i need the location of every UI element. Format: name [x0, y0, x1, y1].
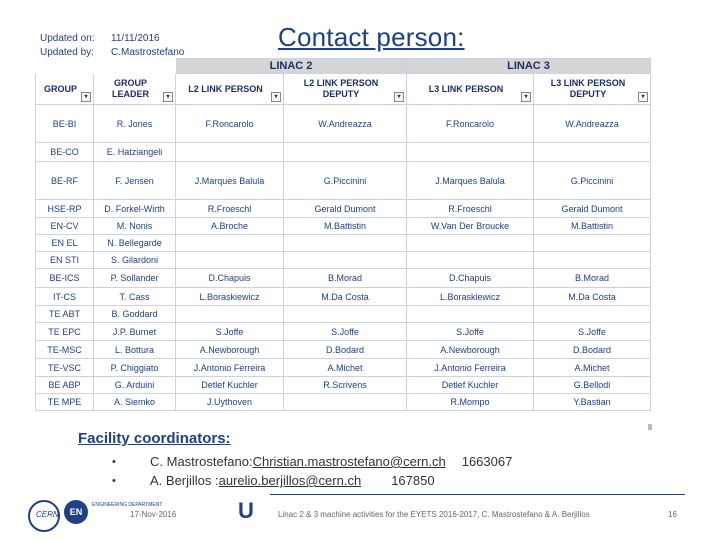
table-cell: M.Battistin: [534, 218, 651, 235]
table-cell: R.Froeschl: [176, 200, 284, 218]
table-cell: N. Bellegarde: [94, 235, 176, 252]
table-cell: [284, 394, 407, 411]
table-cell: [407, 252, 534, 269]
email-link[interactable]: aurelio.berjillos@cern.ch: [218, 473, 362, 488]
group-cell: TE MPE: [36, 394, 94, 411]
table-row: [36, 252, 651, 269]
table-cell: D.Chapuis: [407, 269, 534, 288]
table-row: [36, 341, 651, 359]
filter-dropdown-icon[interactable]: ▾: [271, 92, 281, 102]
table-cell: M. Nonis: [94, 218, 176, 235]
group-cell: EN-CV: [36, 218, 94, 235]
table-cell: [534, 252, 651, 269]
table-cell: Gerald Dumont: [284, 200, 407, 218]
table-cell: A.Broche: [176, 218, 284, 235]
table-cell: E. Hatziangeli: [94, 143, 176, 162]
university-logo-icon: U: [238, 498, 254, 523]
table-cell: A.Newborough: [176, 341, 284, 359]
table-cell: R.Froeschl: [407, 200, 534, 218]
page-number: 16: [668, 510, 677, 519]
table-cell: J.Uythoven: [176, 394, 284, 411]
group-header-linac3: LINAC 3: [407, 59, 651, 74]
table-cell: S.Joffe: [407, 323, 534, 341]
table-row: [36, 235, 651, 252]
group-cell: TE-MSC: [36, 341, 94, 359]
column-header: [407, 74, 534, 105]
table-cell: J.Marques Balula: [407, 162, 534, 200]
table-cell: [284, 143, 407, 162]
table-cell: [407, 235, 534, 252]
table-cell: Gerald Dumont: [534, 200, 651, 218]
table-cell: B.Morad: [284, 269, 407, 288]
column-header-label: GROUP LEADER: [111, 78, 149, 99]
table-row: [36, 105, 651, 143]
footer-caption: Linac 2 & 3 machine activities for the EYETS 2016-2017, C. Mastrostefano & A. Berjillos: [278, 510, 590, 519]
table-cell: [284, 252, 407, 269]
group-cell: HSE-RP: [36, 200, 94, 218]
table-cell: A.Michet: [534, 359, 651, 377]
table-cell: A.Newborough: [407, 341, 534, 359]
table-cell: R.Scrivens: [284, 377, 407, 394]
table-cell: D.Chapuis: [176, 269, 284, 288]
table-cell: T. Cass: [94, 288, 176, 306]
table-cell: M.Battistin: [284, 218, 407, 235]
table-row: [36, 162, 651, 200]
table-cell: A.Michet: [284, 359, 407, 377]
filter-dropdown-icon[interactable]: ▾: [394, 92, 404, 102]
table-cell: D.Bodard: [284, 341, 407, 359]
updated-by-value: C.Mastrostefano: [111, 47, 185, 58]
table-row: [36, 288, 651, 306]
column-header-label: L2 LINK PERSON DEPUTY: [303, 78, 379, 99]
group-cell: TE-VSC: [36, 359, 94, 377]
table-cell: P. Chiggiato: [94, 359, 176, 377]
page-title: Contact person:: [278, 22, 465, 52]
coordinator-name: A. Berjillos :: [150, 473, 219, 488]
table-row: [36, 359, 651, 377]
table-cell: [176, 143, 284, 162]
table-cell: B. Goddard: [94, 306, 176, 323]
footer-divider: [270, 494, 685, 495]
group-cell: TE EPC: [36, 323, 94, 341]
table-cell: G.Piccinini: [284, 162, 407, 200]
table-cell: P. Sollander: [94, 269, 176, 288]
table-cell: B.Morad: [534, 269, 651, 288]
group-cell: BE ABP: [36, 377, 94, 394]
table-cell: Detlef Kuchler: [176, 377, 284, 394]
table-cell: [284, 235, 407, 252]
table-row: [36, 143, 651, 162]
table-cell: R. Jones: [94, 105, 176, 143]
list-item: [112, 471, 512, 490]
table-cell: L. Bottura: [94, 341, 176, 359]
table-cell: F. Jensen: [94, 162, 176, 200]
table-cell: R.Mompo: [407, 394, 534, 411]
table-cell: [284, 306, 407, 323]
table-cell: [176, 235, 284, 252]
column-header: [94, 74, 176, 105]
table-cell: [534, 306, 651, 323]
table-row: [36, 218, 651, 235]
table-cell: S.Joffe: [534, 323, 651, 341]
contact-table: [35, 58, 651, 411]
group-header-linac2: LINAC 2: [176, 59, 407, 74]
table-cell: J.Antonio Ferreira: [176, 359, 284, 377]
updated-by-label: Updated by:: [40, 47, 94, 58]
table-cell: D.Bodard: [534, 341, 651, 359]
column-header: [534, 74, 651, 105]
group-cell: EN EL: [36, 235, 94, 252]
cern-logo: CERN: [28, 500, 60, 532]
table-cell: Y.Bastian: [534, 394, 651, 411]
group-cell: IT-CS: [36, 288, 94, 306]
table-cell: L.Boraskiewicz: [176, 288, 284, 306]
table-row: [36, 377, 651, 394]
table-cell: [407, 143, 534, 162]
table-cell: [176, 252, 284, 269]
table-cell: W.Van Der Broucke: [407, 218, 534, 235]
table-cell: W.Andreazza: [284, 105, 407, 143]
updated-on-value: 11/11/2016: [111, 33, 160, 44]
table-cell: D. Forkel-Wirth: [94, 200, 176, 218]
group-cell: BE-ICS: [36, 269, 94, 288]
table-cell: S. Gilardoni: [94, 252, 176, 269]
group-cell: BE-BI: [36, 105, 94, 143]
table-cell: G.Piccinini: [534, 162, 651, 200]
table-cell: M.Da Costa: [284, 288, 407, 306]
table-cell: M.Da Costa: [534, 288, 651, 306]
footer-date: 17-Nov-2016: [130, 510, 177, 519]
group-cell: BE-RF: [36, 162, 94, 200]
table-cell: [534, 235, 651, 252]
table-cell: W.Andreazza: [534, 105, 651, 143]
table-row: [36, 394, 651, 411]
column-header-label: L3 LINK PERSON: [428, 83, 504, 94]
list-item: [112, 452, 512, 471]
table-cell: S.Joffe: [176, 323, 284, 341]
table-cell: S.Joffe: [284, 323, 407, 341]
table-row: [36, 269, 651, 288]
table-cell: J.Marques Balula: [176, 162, 284, 200]
table-cell: G.Bellodi: [534, 377, 651, 394]
coordinator-name: C. Mastrostefano:: [150, 454, 253, 469]
group-cell: EN STI: [36, 252, 94, 269]
table-cell: [534, 143, 651, 162]
bullet-icon: •: [112, 455, 116, 468]
table-cell: L.Boraskiewicz: [407, 288, 534, 306]
facility-heading: Facility coordinators:: [78, 430, 231, 447]
update-info: [40, 32, 184, 60]
filter-dropdown-icon[interactable]: ▾: [521, 92, 531, 102]
group-cell: TE ABT: [36, 306, 94, 323]
resize-handle-icon: [648, 424, 652, 430]
table-cell: G. Arduini: [94, 377, 176, 394]
table-row: [36, 200, 651, 218]
header-spacer: [36, 59, 176, 74]
table-cell: Detlef Kuchler: [407, 377, 534, 394]
table-cell: J.P. Burnet: [94, 323, 176, 341]
phone-number: 167850: [391, 473, 435, 488]
filter-dropdown-icon[interactable]: ▾: [81, 92, 91, 102]
table-cell: J.Antonio Ferreira: [407, 359, 534, 377]
column-header-label: GROUP: [43, 83, 77, 94]
phone-number: 1663067: [461, 454, 513, 469]
table-cell: A. Siemko: [94, 394, 176, 411]
group-cell: BE-CO: [36, 143, 94, 162]
column-header-label: L3 LINK PERSON DEPUTY: [550, 78, 626, 99]
filter-dropdown-icon[interactable]: ▾: [638, 92, 648, 102]
column-header: [284, 74, 407, 105]
column-header: [36, 74, 94, 105]
bullet-icon: •: [112, 474, 116, 487]
en-logo: EN: [64, 500, 88, 524]
table-cell: [176, 306, 284, 323]
column-header: [176, 74, 284, 105]
table-row: [36, 323, 651, 341]
table-cell: F.Roncarolo: [176, 105, 284, 143]
filter-dropdown-icon[interactable]: ▾: [163, 92, 173, 102]
email-link[interactable]: Christian.mastrostefano@cern.ch: [252, 454, 446, 469]
facility-list: [112, 452, 512, 490]
updated-on-label: Updated on:: [40, 33, 95, 44]
table-row: [36, 306, 651, 323]
en-logo-text: ENGINEERING DEPARTMENT: [92, 502, 163, 508]
column-header-label: L2 LINK PERSON: [188, 83, 263, 94]
table-cell: [407, 306, 534, 323]
table-cell: F.Roncarolo: [407, 105, 534, 143]
